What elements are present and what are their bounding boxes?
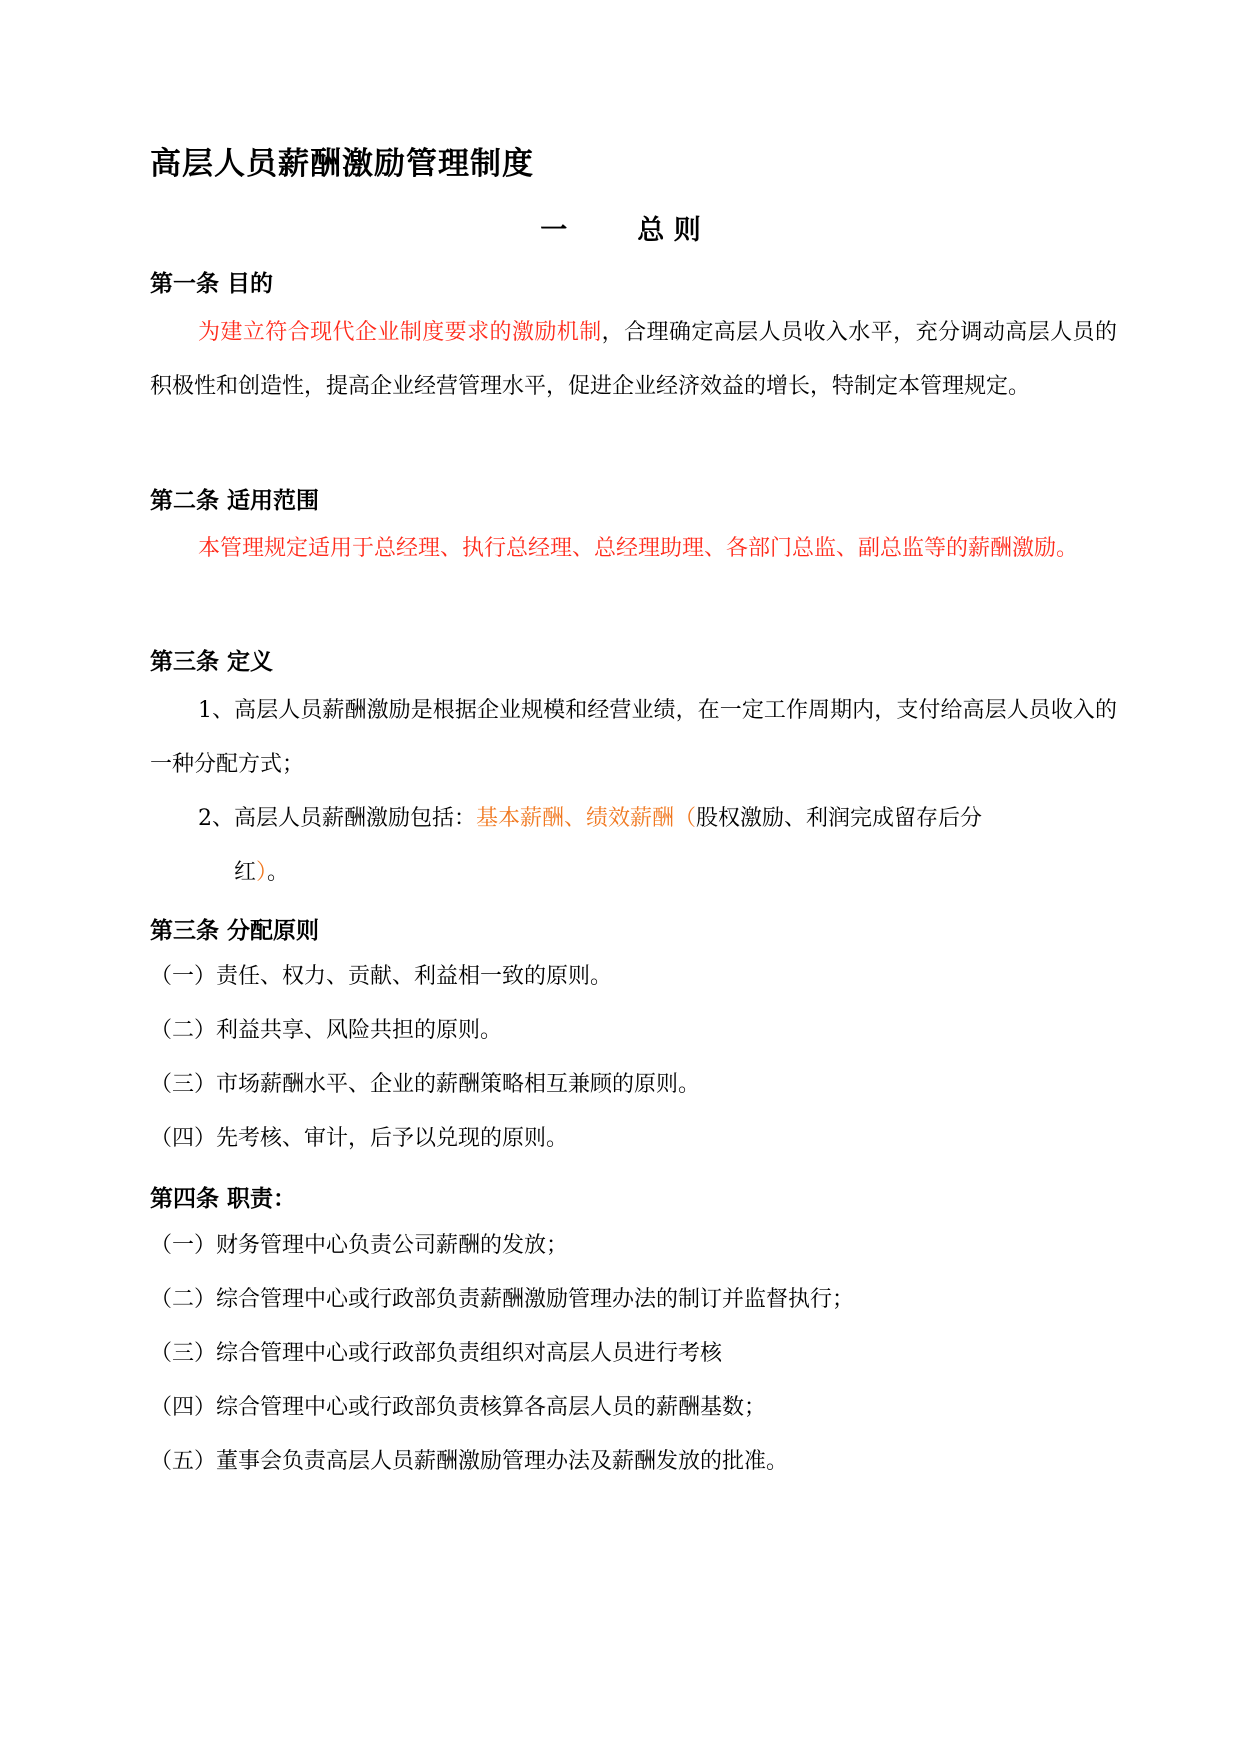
article3-point2-end-orange: ）	[256, 860, 268, 885]
duty-item-4: （四）综合管理中心或行政部负责核算各高层人员的薪酬基数；	[150, 1395, 767, 1420]
article1-red-text: 为建立符合现代企业制度要求的激励机制	[198, 320, 602, 345]
principle-item-4: （四）先考核、审计，后予以兑现的原则。	[150, 1126, 569, 1151]
article1-heading: 第一条 目的	[150, 271, 274, 297]
principle-item-1: （一）责任、权力、贡献、利益相一致的原则。	[150, 964, 613, 989]
article1-paragraph	[150, 306, 1117, 414]
principle-item-3: （三）市场薪酬水平、企业的薪酬策略相互兼顾的原则。	[150, 1072, 701, 1097]
article3-point2-prefix: 2、高层人员薪酬激励包括：	[198, 806, 476, 831]
principle-item-2: （二）利益共享、风险共担的原则。	[150, 1018, 503, 1043]
article2-paragraph: 本管理规定适用于总经理、执行总经理、总经理助理、各部门总监、副总监等的薪酬激励。	[198, 536, 1079, 561]
article2-heading: 第二条 适用范围	[150, 488, 320, 514]
duty-item-3: （三）综合管理中心或行政部负责组织对高层人员进行考核	[150, 1341, 723, 1366]
article3-point2-end-text: 红	[234, 860, 257, 885]
article3b-heading: 第三条 分配原则	[150, 918, 320, 944]
chapter-number: 一	[540, 215, 568, 246]
article3-point2-mid: 股权激励、利润完成留存后分	[696, 806, 983, 831]
article3-point2-orange: 基本薪酬、绩效薪酬（	[476, 806, 697, 831]
article3-heading: 第三条 定义	[150, 649, 274, 675]
duty-item-1: （一）财务管理中心负责公司薪酬的发放；	[150, 1233, 569, 1258]
chapter-name: 总 则	[637, 215, 701, 246]
article3-point1: 1、高层人员薪酬激励是根据企业规模和经营业绩，在一定工作周期内，支付给高层人员收入的一种分配方式；	[150, 698, 1117, 777]
article1-text: ，合理确定高层人员收入水平，充分调动高层人员的积极性和创造性，提高企业经营管理水平，促进企业经济效益的增长，特制定本管理规定。	[150, 320, 1117, 399]
article3-point2-end-tail: 。	[267, 860, 290, 885]
document-title: 高层人员薪酬激励管理制度	[150, 146, 534, 182]
duty-item-2: （二）综合管理中心或行政部负责薪酬激励管理办法的制订并监督执行；	[150, 1287, 855, 1312]
article3-point2	[198, 792, 1117, 900]
duty-item-5: （五）董事会负责高层人员薪酬激励管理办法及薪酬发放的批准。	[150, 1449, 789, 1474]
chapter-heading	[0, 208, 1241, 247]
article4-heading: 第四条 职责：	[150, 1186, 297, 1212]
